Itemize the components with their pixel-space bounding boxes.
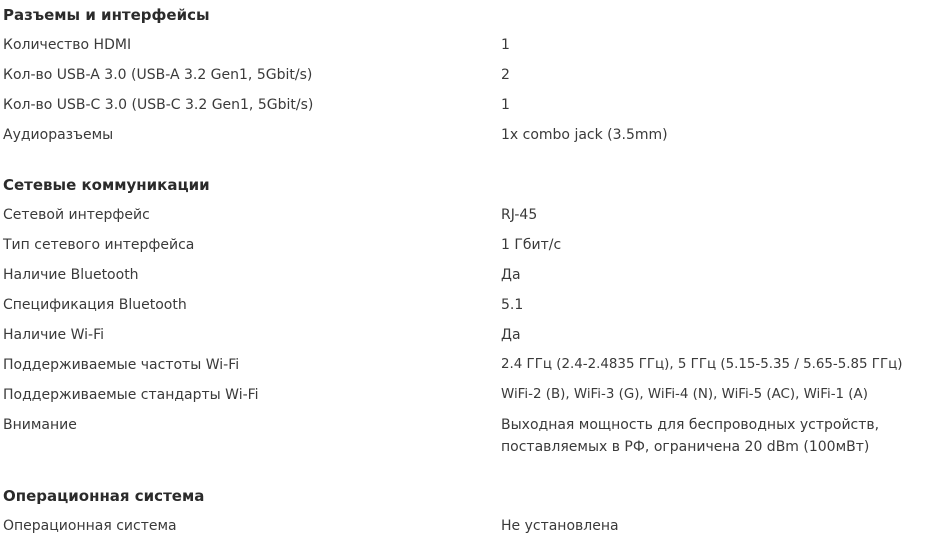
- section-title: Разъемы и интерфейсы: [3, 6, 210, 24]
- section-title: Операционная система: [3, 487, 205, 505]
- spec-row: [3, 350, 945, 380]
- spec-label: Тип сетевого интерфейса: [3, 237, 195, 253]
- spec-row: [3, 380, 945, 410]
- spec-value: Да: [501, 327, 521, 343]
- spec-label: Поддерживаемые стандарты Wi-Fi: [3, 387, 259, 403]
- spec-row: [3, 90, 945, 120]
- spec-value: 1 Гбит/с: [501, 237, 562, 253]
- spec-row: [3, 320, 945, 350]
- spec-value: 5.1: [501, 297, 524, 313]
- spec-label: Кол-во USB-A 3.0 (USB-A 3.2 Gen1, 5Gbit/s): [3, 67, 313, 83]
- spec-row: [3, 120, 945, 150]
- spec-row: [3, 200, 945, 230]
- spec-label: Аудиоразъемы: [3, 127, 114, 143]
- spec-value: 2.4 ГГц (2.4-2.4835 ГГц), 5 ГГц (5.15-5.35 / 5.65-5.85 ГГц): [501, 357, 903, 372]
- section-title: Сетевые коммуникации: [3, 176, 210, 194]
- spec-value: RJ-45: [501, 207, 538, 223]
- spec-label: Поддерживаемые частоты Wi-Fi: [3, 357, 240, 373]
- spec-value: Не установлена: [501, 518, 619, 534]
- spec-row: [3, 230, 945, 260]
- spec-label: Наличие Wi-Fi: [3, 327, 104, 343]
- spec-row: [3, 30, 945, 60]
- section-os: [3, 481, 945, 541]
- spec-row: [3, 260, 945, 290]
- spec-label: Спецификация Bluetooth: [3, 297, 187, 313]
- spec-label: Сетевой интерфейс: [3, 207, 150, 223]
- spec-value: 1x combo jack (3.5mm): [501, 127, 668, 143]
- spec-value: Выходная мощность для беспроводных устройств, поставляемых в РФ, ограничена 20 dBm (100мВт): [501, 417, 880, 455]
- spec-value: Да: [501, 267, 521, 283]
- spec-row: [3, 60, 945, 90]
- spec-label: Количество HDMI: [3, 37, 132, 53]
- spec-value: WiFi-2 (B), WiFi-3 (G), WiFi-4 (N), WiFi-5 (AC), WiFi-1 (A): [501, 387, 868, 402]
- spec-label: Кол-во USB-C 3.0 (USB-C 3.2 Gen1, 5Gbit/s): [3, 97, 314, 113]
- spec-value: 2: [501, 67, 510, 83]
- spec-label: Операционная система: [3, 518, 177, 534]
- spec-value: 1: [501, 97, 510, 113]
- spec-label: Внимание: [3, 417, 77, 433]
- spec-row: [3, 290, 945, 320]
- spec-label: Наличие Bluetooth: [3, 267, 139, 283]
- spec-value: 1: [501, 37, 510, 53]
- spec-row: [3, 511, 945, 541]
- section-network: [3, 170, 945, 458]
- spec-row: [3, 410, 945, 458]
- section-connectors: [3, 0, 945, 150]
